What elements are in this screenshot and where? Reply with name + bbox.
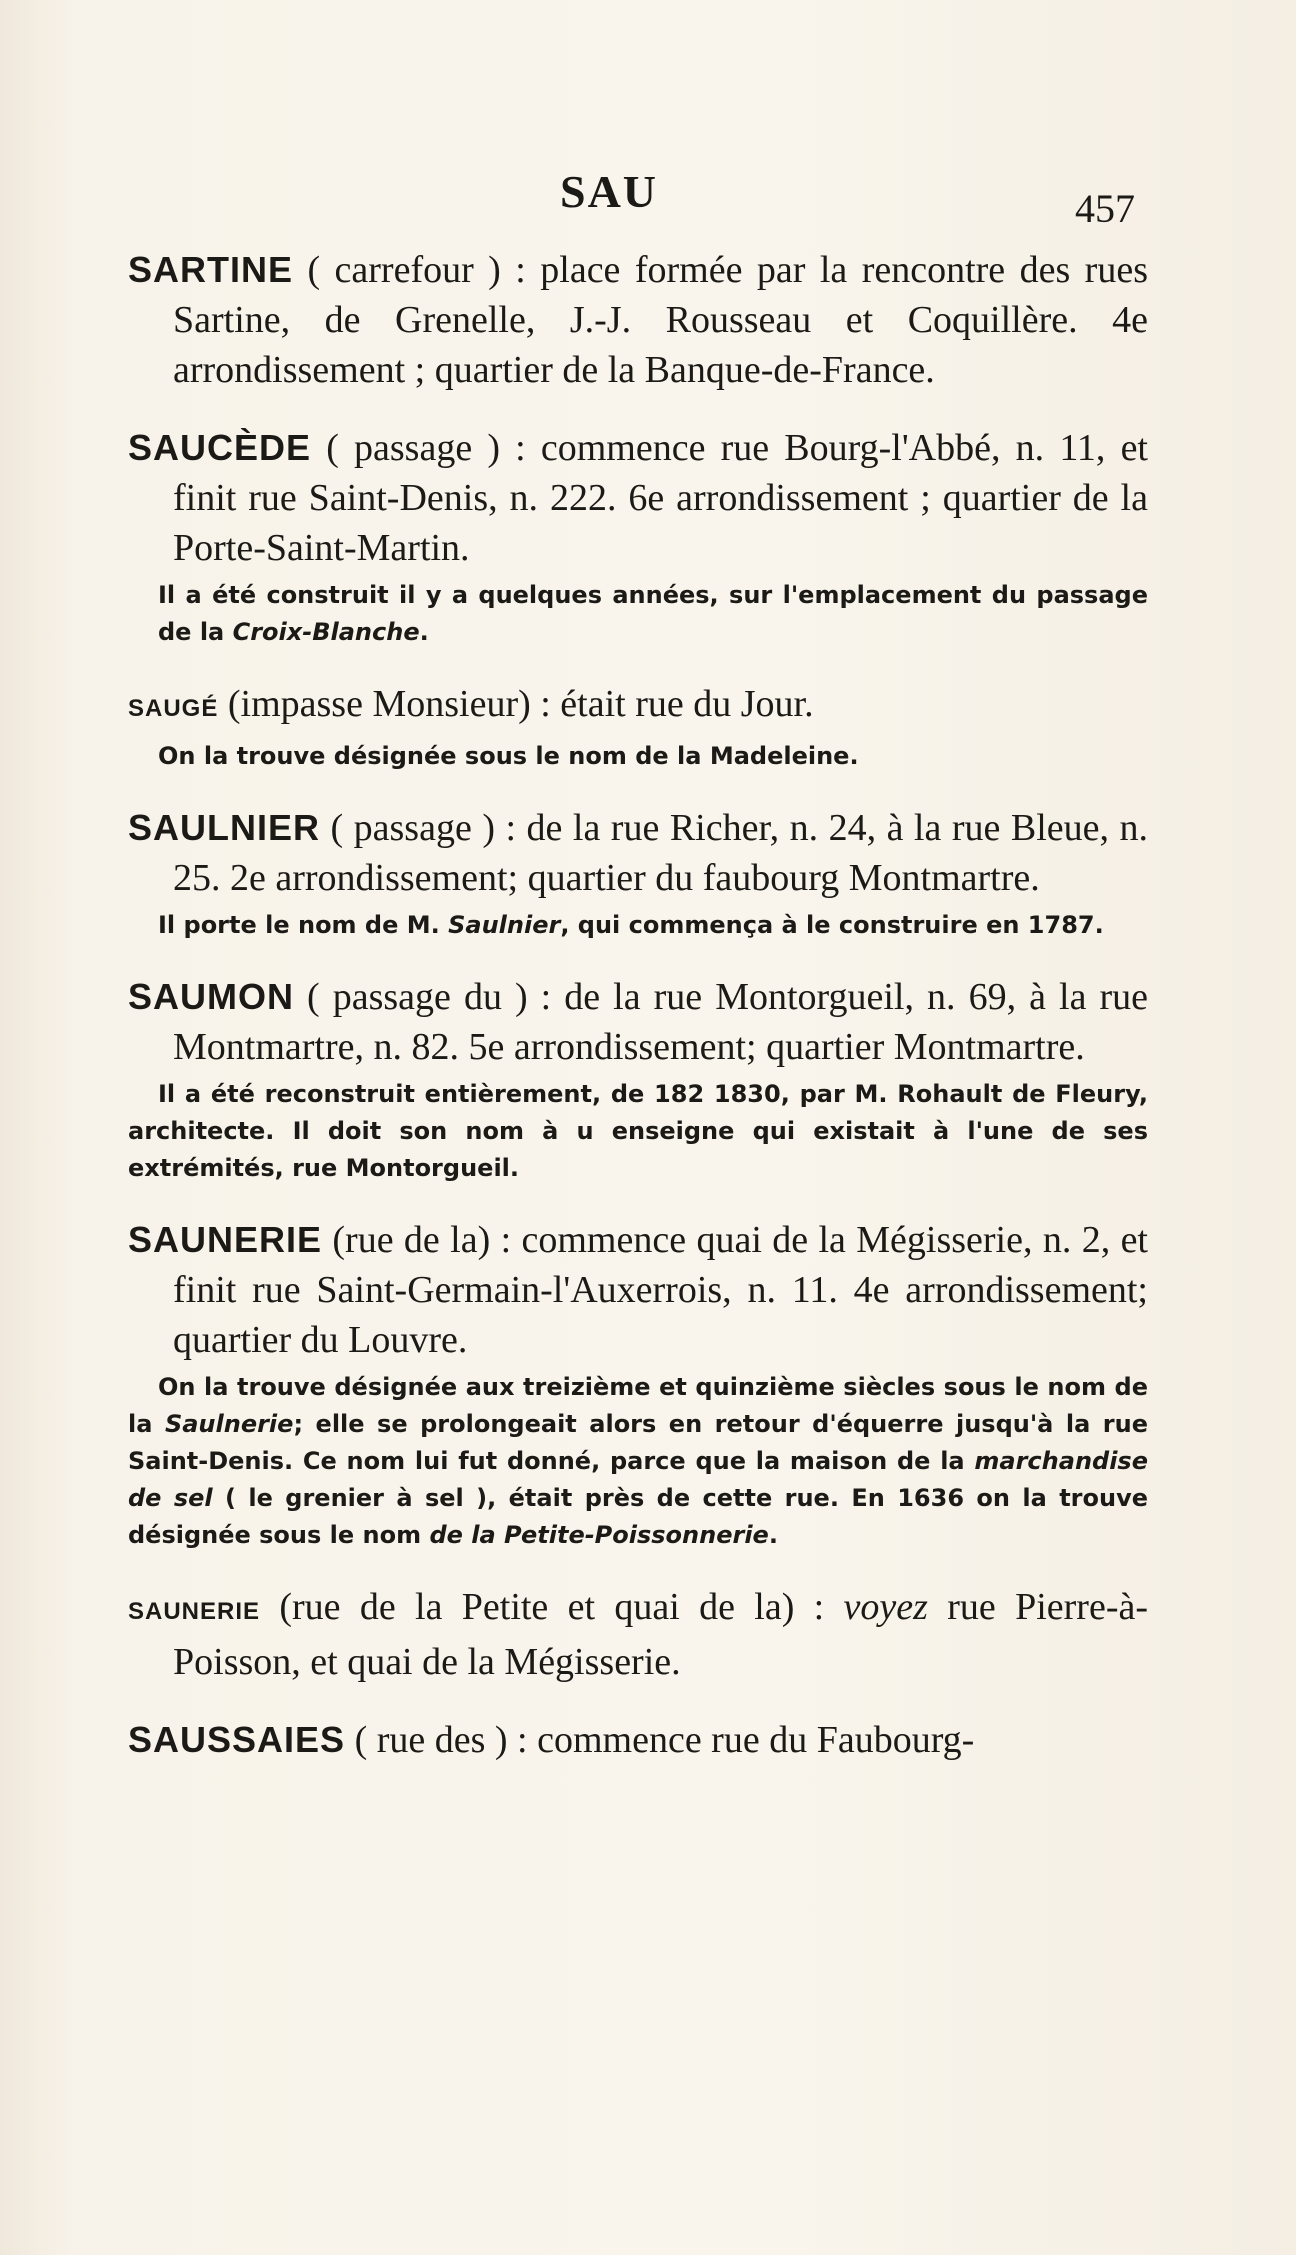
note-italic: Saulnier [448,911,561,939]
note-text: , qui commença à le construire en 1787. [560,911,1104,939]
note-italic: marchandise de sel [128,1447,1148,1512]
note-text: Il a été construit il y a quelques années, sur l'emplacement du passage de la [158,581,1148,646]
page-number: 457 [1075,186,1135,231]
entry-saunerie [128,1215,1148,1554]
entry-cross-reference: voyez [843,1586,928,1628]
entry-text [128,1582,1148,1687]
headword: SAUNERIE [128,1598,261,1625]
entry-definition: ( rue des ) : commence rue du Faubourg- [345,1719,975,1761]
entry-definition: ( passage du ) : de la rue Montorgueil, n. 69, à la rue Montmartre, n. 82. 5e arrondissement; quartier Montmartre. [173,976,1148,1068]
entry-text [128,1215,1148,1365]
headword: SAUCÈDE [128,427,312,468]
entry-text [128,1715,1148,1765]
entry-text [128,972,1148,1072]
headword: SAUSSAIES [128,1719,346,1760]
note-text: Il a été reconstruit entièrement, de 182 1830, par M. Rohault de Fleury, architecte. Il doit son nom à u enseigne qui existait à l'une de ses extrémités, rue Montorgueil. [128,1080,1148,1182]
note-italic: Saulnerie [164,1410,294,1438]
entry-note [128,577,1148,651]
headword: SAUNERIE [128,1219,323,1260]
entry-definition: ( carrefour ) : place formée par la rencontre des rues Sartine, de Grenelle, J.-J. Rousseau et Coquillère. 4e arrondissement ; quartier de la Banque-de-France. [173,249,1148,391]
note-text: On la trouve désignée aux treizième et quinzième siècles sous le nom de la [128,1373,1148,1438]
entry-definition: (rue de la Petite et quai de la) : [260,1586,844,1628]
headword: SAUGÉ [128,695,219,722]
entry-definition: (rue de la) : commence quai de la Mégisserie, n. 2, et finit rue Saint-Germain-l'Auxerrois, n. 11. 4e arrondissement; quartier du Louvre. [173,1219,1148,1361]
note-text: ( le grenier à sel ), était près de cette rue. En 1636 on la trouve désignée sous le nom [128,1484,1148,1549]
running-head [0,165,1296,231]
headword: SAULNIER [128,807,321,848]
entry-text [128,245,1148,395]
entry-text [128,803,1148,903]
note-text: On la trouve désignée sous le nom de la Madeleine. [158,742,859,770]
entry-sauge [128,679,1148,775]
entry-definition: ( passage ) : de la rue Richer, n. 24, à la rue Bleue, n. 25. 2e arrondissement; quartier du faubourg Montmartre. [173,807,1148,899]
entry-note [128,1076,1148,1187]
headword: SARTINE [128,249,294,290]
entry-definition: ( passage ) : commence rue Bourg-l'Abbé, n. 11, et finit rue Saint-Denis, n. 222. 6e arrondissement ; quartier de la Porte-Saint-Martin. [173,427,1148,569]
entry-saumon [128,972,1148,1187]
entry-saussaies [128,1715,1148,1765]
entry-saucede [128,423,1148,651]
entry-note [128,738,1148,775]
entry-saunerie-petite [128,1582,1148,1687]
entry-saulnier [128,803,1148,944]
note-italic: Croix-Blanche [232,618,420,646]
entry-sartine [128,245,1148,395]
note-text: ; elle se prolongeait alors en retour d'équerre jusqu'à la rue Saint-Denis. Ce nom lui fut donné, parce que la maison de la [128,1410,1149,1475]
entry-text [128,423,1148,573]
dictionary-content [128,245,1148,1793]
entry-definition: (impasse Monsieur) : était rue du Jour. [218,683,814,725]
entry-note [128,907,1148,944]
entry-text [128,679,1148,734]
entry-definition: rue Pierre-à-Poisson, et quai de la Mégisserie. [173,1586,1148,1683]
note-text: . [768,1521,778,1549]
headword: SAUMON [128,976,294,1017]
note-text: Il porte le nom de M. [158,911,449,939]
running-head-title: SAU [560,166,659,217]
note-text: . [419,618,429,646]
note-italic: de la Petite-Poissonnerie [429,1521,769,1549]
entry-note [128,1369,1148,1554]
